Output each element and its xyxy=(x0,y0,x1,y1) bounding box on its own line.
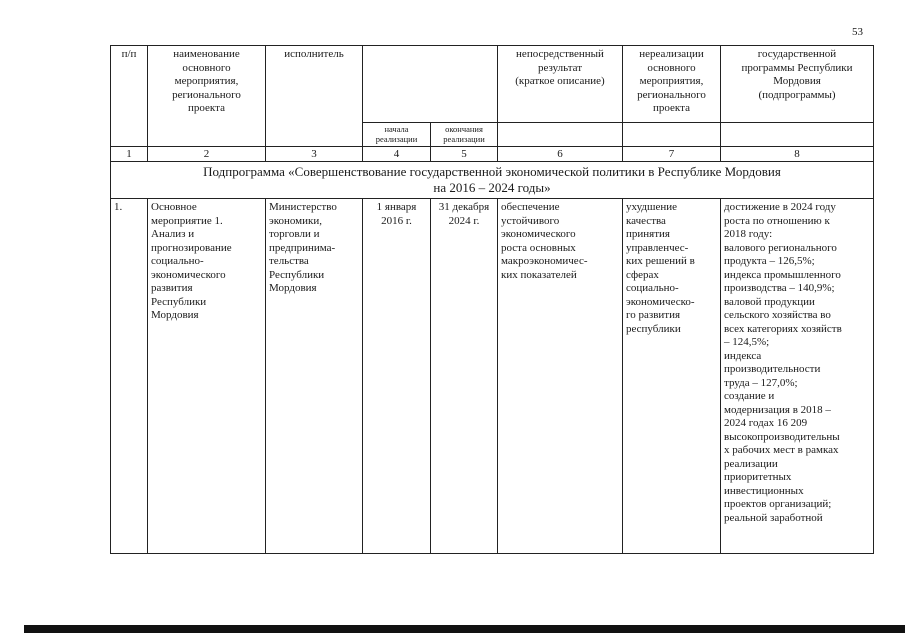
header-subcell xyxy=(623,123,721,147)
measures-table xyxy=(110,45,874,554)
header-col-name: наименование основного мероприятия, регионального проекта xyxy=(148,46,266,147)
scan-border xyxy=(24,625,905,633)
column-number: 4 xyxy=(363,147,431,162)
measure-name: Основное мероприятие 1. Анализ и прогнозирование социально- экономического развития Республики Мордовия xyxy=(148,199,266,554)
column-number: 1 xyxy=(111,147,148,162)
column-number: 6 xyxy=(498,147,623,162)
start-date: 1 января 2016 г. xyxy=(363,199,431,554)
subprogram-row xyxy=(111,162,874,199)
column-number: 2 xyxy=(148,147,266,162)
row-number: 1. xyxy=(111,199,148,554)
page-number: 53 xyxy=(852,26,863,38)
header-col-number: п/п xyxy=(111,46,148,147)
header-start-date: начала реализации xyxy=(363,123,431,147)
subprogram-title: Подпрограмма «Совершенствование государственной экономической политики в Республике Мордовия на 2016 – 2024 годы» xyxy=(111,162,874,199)
direct-result: обеспечение устойчивого экономического роста основных макроэкономичес- ких показателей xyxy=(498,199,623,554)
header-col-result: непосредственный результат (краткое описание) xyxy=(498,46,623,123)
header-col-consequence: нереализации основного мероприятия, регионального проекта xyxy=(623,46,721,123)
column-number: 7 xyxy=(623,147,721,162)
column-number: 3 xyxy=(266,147,363,162)
header-col-indicators: государственной программы Республики Мордовия (подпрограммы) xyxy=(721,46,874,123)
column-number: 8 xyxy=(721,147,874,162)
column-number: 5 xyxy=(431,147,498,162)
target-indicators: достижение в 2024 году роста по отношению к 2018 году: валового регионального продукта – 126,5%; индекса промышленного производства – 140,9%; валовой продукции сельского хозяйства во всех категориях хозяйств – 124,5%; индекса производительности труда – 127,0%; создание и модернизация в 2018 – 2024 годах 16 209 высокопроизводительны х рабочих мест в рамках реализации приоритетных инвестиционных проектов организаций; реальной заработной xyxy=(721,199,874,554)
table-row xyxy=(111,199,874,554)
header-subcell xyxy=(721,123,874,147)
end-date: 31 декабря 2024 г. xyxy=(431,199,498,554)
header-col-executor: исполнитель xyxy=(266,46,363,147)
header-end-date: окончания реализации xyxy=(431,123,498,147)
non-implementation-consequence: ухудшение качества принятия управленчес- ких решений в сферах социально- экономическо- го развития республики xyxy=(623,199,721,554)
header-col-period xyxy=(363,46,498,123)
executor: Министерство экономики, торговли и предпринима- тельства Республики Мордовия xyxy=(266,199,363,554)
header-row xyxy=(111,46,874,123)
header-subcell xyxy=(498,123,623,147)
column-numbers-row xyxy=(111,147,874,162)
